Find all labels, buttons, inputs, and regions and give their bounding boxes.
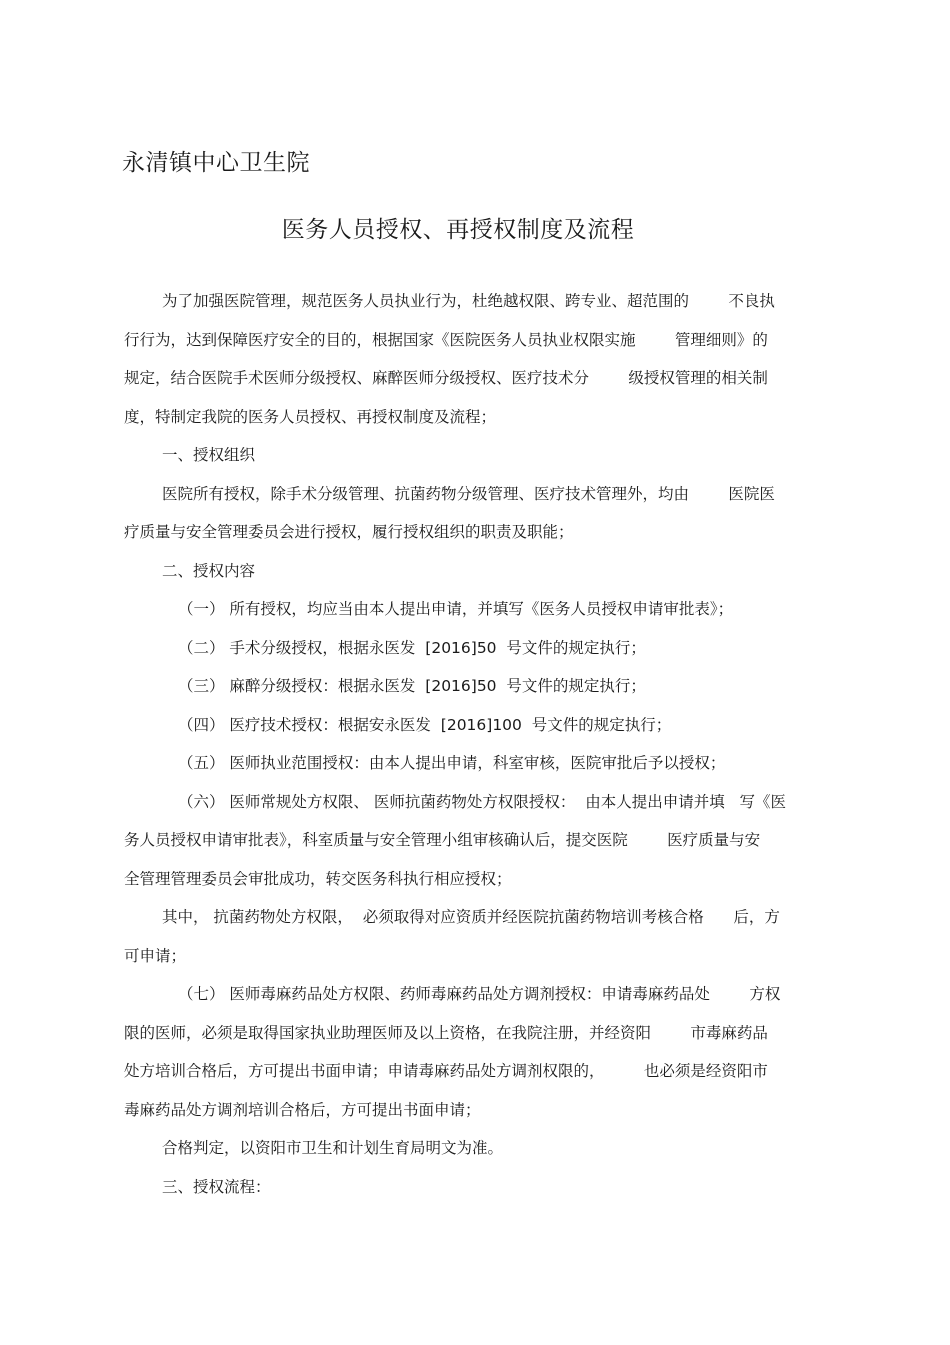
text-line: 限的医师，必须是取得国家执业助理医师及以上资格，在我院注册，并经资阳 市毒麻药品 [124,1023,768,1042]
text-line: 度，特制定我院的医务人员授权、再授权制度及流程； [124,407,497,426]
text-line: （三） 麻醉分级授权：根据永医发 [2016]50 号文件的规定执行； [178,677,646,695]
text-line: （六） 医师常规处方权限、 医师抗菌药物处方权限授权： 由本人提出申请并填 写《医 [178,792,786,811]
text-line: 处方培训合格后，方可提出书面申请；申请毒麻药品处方调剂权限的， 也必须是经资阳市 [124,1062,768,1080]
text-line: 其中， 抗菌药物处方权限， 必须取得对应资质并经医院抗菌药物培训考核合格 后，方 [162,908,780,926]
text-line: 三、授权流程： [162,1177,271,1196]
text-line: 务人员授权申请审批表》，科室质量与安全管理小组审核确认后，提交医院 医疗质量与安 [124,831,761,849]
text-line: 一、授权组织 [162,446,256,464]
document-body [124,282,824,1206]
text-line: （七） 医师毒麻药品处方权限、药师毒麻药品处方调剂授权：申请毒麻药品处 方权 [178,985,781,1003]
text-line: （四） 医疗技术授权：根据安永医发 [2016]100 号文件的规定执行； [178,715,672,734]
text-line: （五） 医师执业范围授权：由本人提出申请，科室审核，医院审批后予以授权； [178,754,726,772]
text-line: 可申请； [124,946,187,965]
text-line: （二） 手术分级授权，根据永医发 [2016]50 号文件的规定执行； [178,638,646,657]
text-line: 规定，结合医院手术医师分级授权、麻醉医师分级授权、医疗技术分 级授权管理的相关制 [124,369,768,387]
text-line: 全管理管理委员会审批成功，转交医务科执行相应授权； [124,869,512,888]
document-title: 医务人员授权、再授权制度及流程 [281,217,635,243]
text-line: 毒麻药品处方调剂培训合格后，方可提出书面申请； [124,1100,481,1119]
text-line: 合格判定，以资阳市卫生和计划生育局明文为准。 [162,1139,504,1157]
text-line: （一） 所有授权，均应当由本人提出申请，并填写《医务人员授权申请审批表》； [178,600,734,618]
text-line: 二、授权内容 [162,561,256,580]
text-line: 为了加强医院管理，规范医务人员执业行为，杜绝越权限、跨专业、超范围的 不良执 [162,292,775,310]
text-line: 医院所有授权，除手术分级管理、抗菌药物分级管理、医疗技术管理外，均由 医院医 [162,484,775,503]
text-line: 行行为，达到保障医疗安全的目的，根据国家《医院医务人员执业权限实施 管理细则》的 [124,330,768,349]
text-line: 疗质量与安全管理委员会进行授权，履行授权组织的职责及职能； [124,523,574,541]
organization-name: 永清镇中心卫生院 [122,150,310,176]
